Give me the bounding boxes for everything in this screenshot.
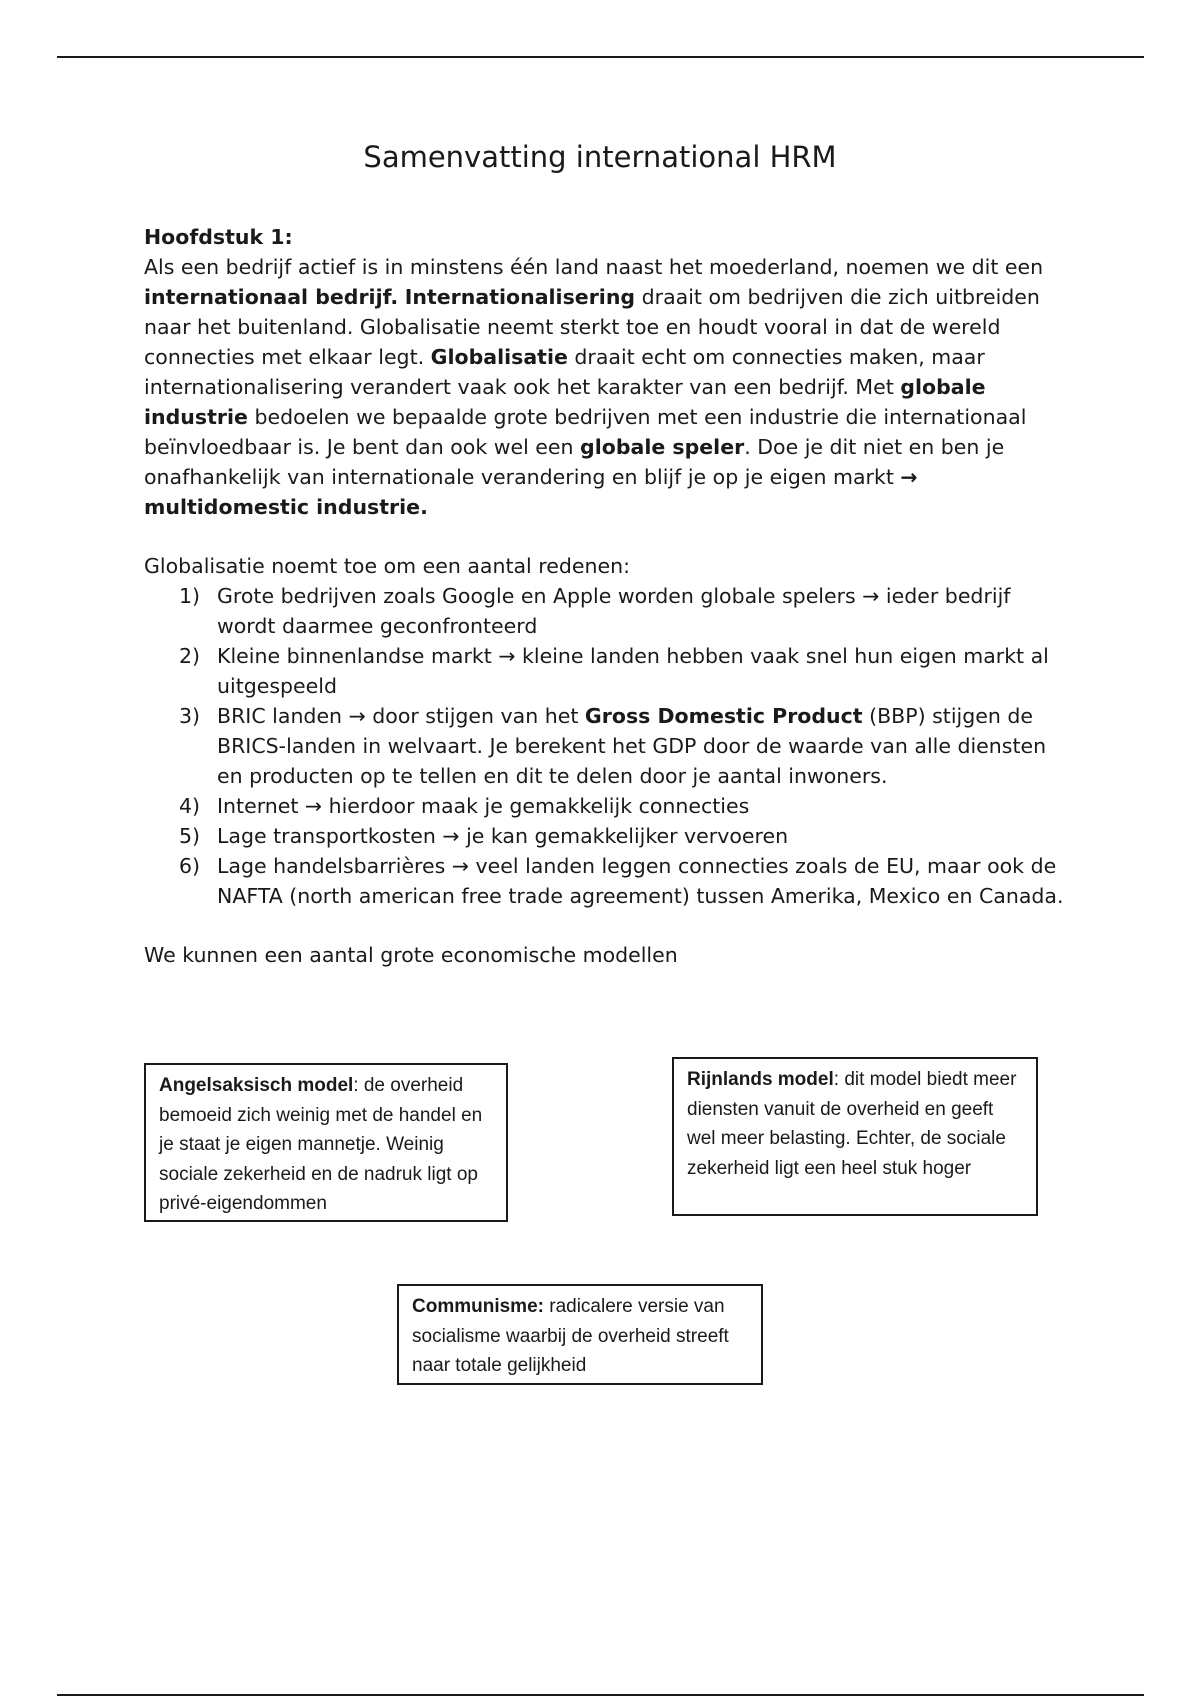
model-name: Angelsaksisch model <box>159 1075 354 1096</box>
list-number: 4) <box>179 794 201 818</box>
list-number: 2) <box>179 644 201 668</box>
term-multidomestic-industrie: multidomestic industrie. <box>144 495 428 519</box>
model-description: dit model biedt meer diensten vanuit de overheid en geeft wel meer belasting. Echter, de sociale zekerheid ligt een heel stuk hoger <box>687 1069 1017 1179</box>
arrow-icon: → <box>900 465 918 489</box>
list-item <box>144 581 1064 641</box>
term-globalisatie: Globalisatie <box>430 345 568 369</box>
term-globale-speler: globale speler <box>580 435 745 459</box>
list-item <box>144 641 1064 701</box>
model-name: Communisme: <box>412 1296 544 1317</box>
header-rule <box>57 56 1144 58</box>
models-intro: We kunnen een aantal grote economische modellen <box>144 943 678 967</box>
model-box-communisme <box>397 1284 763 1385</box>
list-text: Lage handelsbarrières → veel landen leggen connecties zoals de EU, maar ook de NAFTA (north american free trade agreement) tussen Amerika, Mexico en Canada. <box>217 854 1064 908</box>
list-item <box>144 851 1064 911</box>
list-number: 1) <box>179 584 201 608</box>
footer-rule <box>57 1694 1144 1696</box>
intro-text: . Doe je dit niet en ben je onafhankelijk van internationale verandering en blijf je op je eigen markt <box>144 435 1005 489</box>
list-number: 6) <box>179 854 201 878</box>
reasons-list <box>144 581 1064 911</box>
list-text: Grote bedrijven zoals Google en Apple worden globale spelers → ieder bedrijf wordt daarmee geconfronteerd <box>217 584 1011 638</box>
term-globale-industrie: globale industrie <box>144 375 986 429</box>
model-box-angelsaksisch <box>144 1063 508 1222</box>
list-text: BRIC landen → door stijgen van het <box>217 704 585 728</box>
model-box-rijnlands <box>672 1057 1038 1216</box>
list-item <box>144 701 1064 791</box>
chapter-heading: Hoofdstuk 1: <box>144 225 293 249</box>
list-item <box>144 821 1064 851</box>
list-item <box>144 791 1064 821</box>
term-internationaal-bedrijf: internationaal bedrijf. <box>144 285 399 309</box>
intro-text: draait echt om connecties maken, maar internationalisering verandert vaak ook het karakter van een bedrijf. Met <box>144 345 985 399</box>
model-name: Rijnlands model <box>687 1069 834 1090</box>
list-text: Internet → hierdoor maak je gemakkelijk connecties <box>217 794 750 818</box>
page-title: Samenvatting international HRM <box>363 140 837 174</box>
list-number: 5) <box>179 824 201 848</box>
term-gdp: Gross Domestic Product <box>584 704 863 728</box>
model-separator: : <box>353 1075 364 1096</box>
model-description: radicalere versie van socialisme waarbij de overheid streeft naar totale gelijkheid <box>412 1296 729 1376</box>
list-text: Kleine binnenlandse markt → kleine landen hebben vaak snel hun eigen markt al uitgespeeld <box>217 644 1049 698</box>
model-separator: : <box>833 1069 845 1090</box>
intro-text: draait om bedrijven die zich uitbreiden naar het buitenland. Globalisatie neemt sterkt toe en houdt vooral in dat de wereld connecties met elkaar legt. <box>144 285 1040 369</box>
list-text: (BBP) stijgen de BRICS-landen in welvaart. Je berekent het GDP door de waarde van alle diensten en producten op te tellen en dit te delen door je aantal inwoners. <box>217 704 1047 788</box>
term-internationalisering: Internationalisering <box>404 285 636 309</box>
document-body <box>144 222 1064 970</box>
intro-text: Als een bedrijf actief is in minstens één land naast het moederland, noemen we dit een <box>144 255 1044 279</box>
list-intro: Globalisatie noemt toe om een aantal redenen: <box>144 554 630 578</box>
list-number: 3) <box>179 704 201 728</box>
intro-paragraph <box>144 252 1064 522</box>
model-description: de overheid bemoeid zich weinig met de handel en je staat je eigen mannetje. Weinig sociale zekerheid en de nadruk ligt op privé-eigendommen <box>159 1075 483 1214</box>
intro-text: bedoelen we bepaalde grote bedrijven met een industrie die internationaal beïnvloedbaar is. Je bent dan ook wel een <box>144 405 1027 459</box>
list-text: Lage transportkosten → je kan gemakkelijker vervoeren <box>217 824 789 848</box>
